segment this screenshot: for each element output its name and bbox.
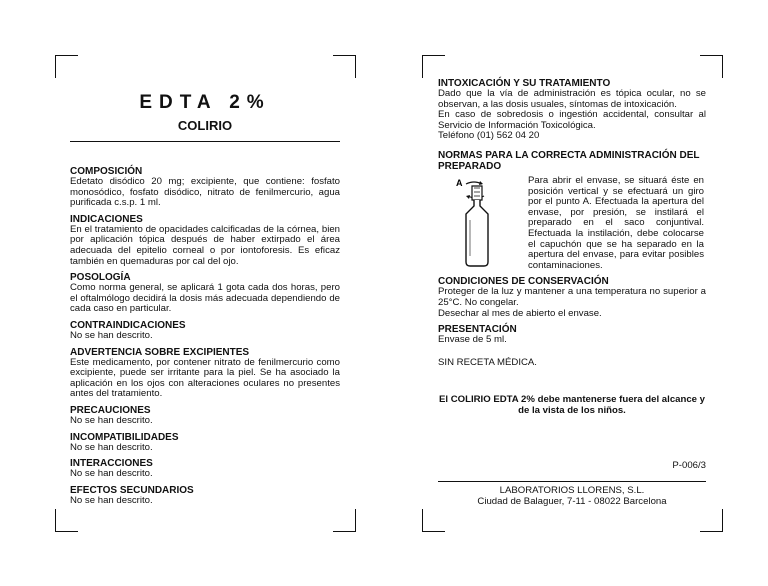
- section-text: No se han descrito.: [70, 494, 153, 506]
- section-heading: PRESENTACIÓN: [438, 324, 517, 336]
- prescription-status: SIN RECETA MÉDICA.: [438, 356, 537, 368]
- manufacturer-block: [438, 481, 706, 507]
- section-heading: CONDICIONES DE CONSERVACIÓN: [438, 276, 609, 288]
- section-efectos-secundarios: [70, 485, 340, 507]
- children-warning: El COLIRIO EDTA 2% debe mantenerse fuera del alcance y de la vista de los niños.: [438, 394, 706, 417]
- section-heading: PRECAUCIONES: [70, 404, 151, 416]
- section-text: Como norma general, se aplicará 1 gota cada dos horas, pero el oftalmólogo decidirá la dosis más adecuada dependiendo de cada caso en particular.: [70, 282, 340, 315]
- section-text: Edetato disódico 20 mg; excipiente, que contiene: fosfato monosódico, fosfato disódico, nitrato de fenilmercurio, agua purificada c.s.p. 1 ml.: [70, 176, 340, 209]
- section-heading: EFECTOS SECUNDARIOS: [70, 484, 194, 496]
- section-intoxicacion: [438, 78, 706, 142]
- section-heading: INCOMPATIBILIDADES: [70, 431, 179, 443]
- section-contraindicaciones: [70, 320, 340, 342]
- instructions-text: Para abrir el envase, se situará éste en posición vertical y se efectuará un giro por el punto A. Efectuada la apertura del envase, por presión, se instilará el preparado en el saco conjuntival. Efectuada la instilación, debe colocarse el capuchón que se ha separado en la apertura del envase, para evitar posibles contaminaciones.: [528, 174, 704, 271]
- section-composicion: [70, 166, 340, 209]
- crop-mark-top-right: [333, 55, 356, 78]
- section-normas: [438, 150, 706, 271]
- product-title: EDTA 2%: [139, 92, 271, 113]
- leaflet-left-page: [70, 90, 340, 511]
- section-interacciones: [70, 458, 340, 480]
- manufacturer-name: LABORATORIOS LLORENS, S.L.: [499, 485, 645, 497]
- crop-mark-bottom-left: [55, 509, 78, 532]
- document-code: P-006/3: [672, 460, 706, 472]
- section-heading: NORMAS PARA LA CORRECTA ADMINISTRACIÓN DEL PREPARADO: [438, 149, 700, 172]
- section-heading: COMPOSICIÓN: [70, 166, 143, 177]
- section-text: No se han descrito.: [70, 441, 153, 453]
- leaflet-right-page: [438, 78, 706, 507]
- section-heading: INTOXICACIÓN Y SU TRATAMIENTO: [438, 78, 611, 89]
- section-advertencia: [70, 347, 340, 400]
- crop-mark-top-right: [700, 55, 723, 78]
- product-subtitle: COLIRIO: [177, 118, 233, 133]
- section-text: No se han descrito.: [70, 329, 153, 341]
- section-text: En caso de sobredosis o ingestión accidental, consultar al Servicio de Información Toxicológica.: [438, 109, 706, 131]
- section-text: En el tratamiento de opacidades calcificadas de la córnea, bien por aplicación tópica después de haber extirpado el área adecuada del epitelio corneal o por iontoforesis. Es eficaz también en quemaduras por cal del ojo.: [70, 223, 340, 267]
- section-conservacion: [438, 276, 706, 319]
- crop-mark-bottom-left: [422, 509, 445, 532]
- section-indicaciones: [70, 214, 340, 267]
- section-text: Dado que la vía de administración es tópica ocular, no se observan, a las dosis usuales, síntomas de intoxicación.: [438, 88, 706, 110]
- section-posologia: [70, 272, 340, 315]
- section-text: Desechar al mes de abierto el envase.: [438, 307, 602, 319]
- section-text: No se han descrito.: [70, 468, 153, 480]
- section-heading: INDICACIONES: [70, 213, 143, 225]
- section-incompatibilidades: [70, 432, 340, 454]
- title-divider: [70, 141, 340, 142]
- crop-mark-top-left: [422, 55, 445, 78]
- section-heading: INTERACCIONES: [70, 458, 153, 470]
- illustration-label: A: [456, 177, 463, 188]
- section-heading: ADVERTENCIA SOBRE EXCIPIENTES: [70, 346, 250, 358]
- crop-mark-top-left: [55, 55, 78, 78]
- section-text: Envase de 5 ml.: [438, 334, 507, 346]
- phone-number: Teléfono (01) 562 04 20: [438, 130, 540, 142]
- crop-mark-bottom-right: [700, 509, 723, 532]
- section-heading: POSOLOGÍA: [70, 272, 131, 284]
- section-text: Este medicamento, por contener nitrato de fenilmercurio como excipiente, puede ser irritante para la piel. Se ha asociado la aplicación en los ojos con alteraciones oculares no presentes antes del tratamiento.: [70, 356, 340, 400]
- vial-opening-illustration: [438, 176, 528, 271]
- crop-mark-bottom-right: [333, 509, 356, 532]
- section-precauciones: [70, 405, 340, 427]
- manufacturer-address: Ciudad de Balaguer, 7-11 - 08022 Barcelona: [477, 496, 667, 508]
- section-text: Proteger de la luz y mantener a una temperatura no superior a 25°C. No congelar.: [438, 286, 706, 308]
- section-text: No se han descrito.: [70, 414, 153, 426]
- section-presentacion: [438, 324, 706, 346]
- section-heading: CONTRAINDICACIONES: [70, 319, 186, 331]
